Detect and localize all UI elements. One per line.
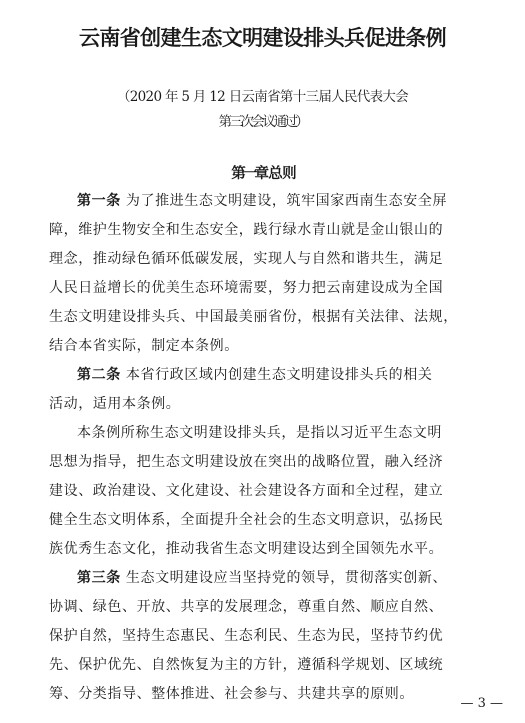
- article-2-line-1: [77, 364, 432, 384]
- article-3-line-1: [77, 567, 447, 587]
- article-1-line-6: 结合本省实际，制定本条例。: [49, 338, 239, 354]
- chapter-heading: 第一章 总 则: [231, 166, 294, 182]
- article-1-line-2: 障，维护生物安全和生态安全，践行绿水青山就是金山银山的: [49, 222, 444, 238]
- adoption-note-line-1: （2020 年 5 月 12 日云南省第十三届人民代表大会: [116, 89, 409, 105]
- article-1-line-5: 生态文明建设排头兵、中国最美丽省份，根据有关法律、法规，: [49, 309, 458, 325]
- article-1-line-1: [77, 190, 447, 210]
- article-1-line-3: 理念，推动绿色循环低碳发展，实现人与自然和谐共生，满足: [49, 251, 444, 267]
- article-1-text: 为了推进生态文明建设，筑牢国家西南生态安全屏: [125, 193, 448, 209]
- article-3-text: 生态文明建设应当坚持党的领导，贯彻落实创新、: [125, 570, 448, 586]
- article-1-label: 第一条: [77, 193, 121, 209]
- page-number: — 3 —: [460, 696, 503, 711]
- article-2-line-2: 活动，适用本条例。: [49, 396, 181, 412]
- article-3-line-5: 筹、分类指导、整体推进、社会参与、共建共享的原则。: [49, 686, 414, 702]
- article-1-line-4: 人民日益增长的优美生态环境需要，努力把云南建设成为全国: [49, 280, 444, 296]
- article-2-para2-line-5: 族优秀生态文化，推动我省生态文明建设达到全国领先水平。: [49, 541, 444, 557]
- adoption-note-line-2: 第三次会议通过）: [218, 114, 307, 130]
- article-2-label: 第二条: [77, 367, 121, 383]
- article-3-label: 第三条: [77, 570, 121, 586]
- article-2-para2-line-1: 本条例所称生态文明建设排头兵，是指以习近平生态文明: [77, 425, 442, 441]
- article-3-line-3: 保护自然，坚持生态惠民、生态利民、生态为民，坚持节约优: [49, 628, 444, 644]
- article-2-para2-line-3: 建设、政治建设、文化建设、社会建设各方面和全过程，建立: [49, 483, 444, 499]
- article-2-para2-line-2: 思想为指导，把生态文明建设放在突出的战略位置，融入经济: [49, 454, 444, 470]
- document-title: 云南省创建生态文明建设排头兵促进条例: [79, 26, 446, 50]
- article-2-para2-line-4: 健全生态文明体系，全面提升全社会的生态文明意识，弘扬民: [49, 512, 444, 528]
- article-3-line-2: 协调、绿色、开放、共享的发展理念，尊重自然、顺应自然、: [49, 599, 444, 615]
- article-3-line-4: 先、保护优先、自然恢复为主的方针，遵循科学规划、区域统: [49, 657, 444, 673]
- article-2-text: 本省行政区域内创建生态文明建设排头兵的相关: [125, 367, 433, 383]
